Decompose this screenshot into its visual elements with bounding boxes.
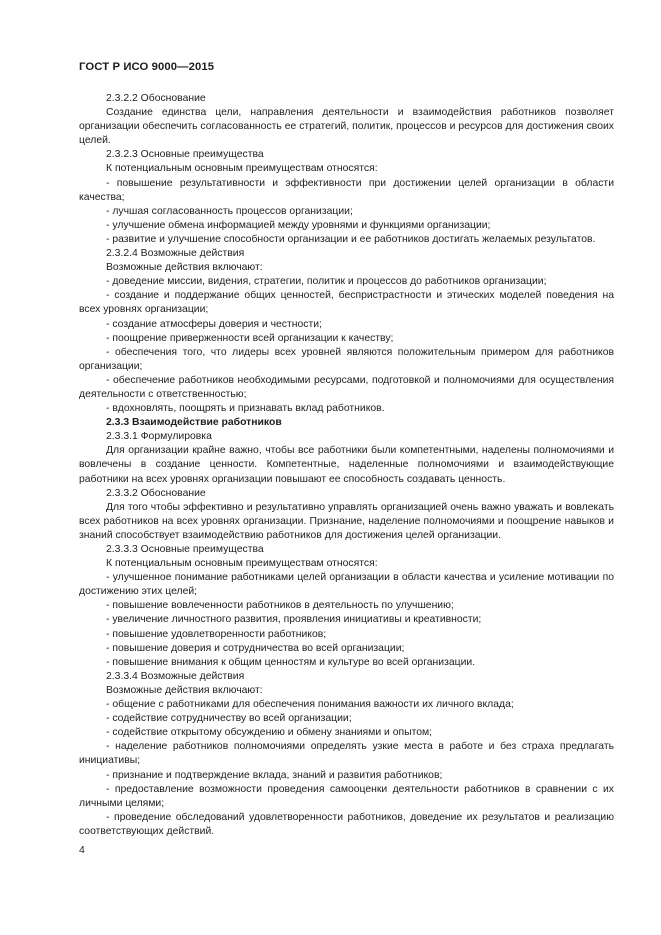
list-item: - обеспечения того, что лидеры всех уровней являются положительным примером для работников организации; — [79, 346, 614, 372]
list-item: - содействие открытому обсуждению и обмену знаниями и опытом; — [106, 727, 433, 739]
paragraph: Для организации крайне важно, чтобы все работники были компетентными, наделены полномочиями и вовлечены в создание ценности. Компетентные, наделенные полномочиями и взаимодействующие работники на всех уровнях организации повышают ее способность создавать ценность. — [79, 445, 614, 485]
section-heading: 2.3.3 Взаимодействие работников — [106, 417, 282, 429]
list-item: - развитие и улучшение способности организации и ее работников достигать желаемых результатов. — [106, 233, 596, 245]
document-body — [79, 92, 614, 839]
list-item: - повышение внимания к общим ценностям и культуре во всей организации. — [106, 656, 476, 668]
list-item: - повышение результативности и эффективности при достижении целей организации в области качества; — [79, 177, 614, 203]
paragraph: Для того чтобы эффективно и результативно управлять организацией очень важно уважать и вовлекать всех работников на всех уровнях организации. Признание, наделение полномочиями и поощрение навыков и знаний способствует взаимодействию работников для достижения целей организации. — [79, 501, 614, 541]
subsection-heading: 2.3.3.2 Обоснование — [106, 487, 206, 499]
list-item: - создание и поддержание общих ценностей, беспристрастности и этических моделей поведения на всех уровнях организации; — [79, 290, 614, 316]
list-item: - создание атмосферы доверия и честности; — [106, 318, 322, 330]
page-number: 4 — [79, 845, 85, 856]
list-item: - улучшенное понимание работниками целей организации в области качества и усиление мотивации по достижению этих целей; — [79, 572, 614, 598]
list-item: - повышение доверия и сотрудничества во всей организации; — [106, 642, 405, 654]
document-header: ГОСТ Р ИСО 9000—2015 — [79, 61, 215, 73]
list-item: - улучшение обмена информацией между уровнями и функциями организации; — [106, 219, 491, 231]
subsection-heading: 2.3.3.1 Формулировка — [106, 431, 212, 443]
subsection-heading: 2.3.3.4 Возможные действия — [106, 670, 245, 682]
list-item: - признание и подтверждение вклада, знаний и развития работников; — [106, 769, 443, 781]
paragraph: К потенциальным основным преимуществам относятся: — [106, 558, 378, 570]
list-item: - лучшая согласованность процессов организации; — [106, 205, 353, 217]
list-item: - повышение вовлеченности работников в деятельность по улучшению; — [106, 600, 454, 612]
subsection-heading: 2.3.2.3 Основные преимущества — [106, 149, 264, 161]
subsection-heading: 2.3.3.3 Основные преимущества — [106, 544, 264, 555]
list-item: - наделение работников полномочиями определять узкие места в работе и без страха предлагать инициативы; — [79, 741, 614, 767]
paragraph: Возможные действия включают: — [106, 262, 263, 274]
list-item: - поощрение приверженности всей организации к качеству; — [106, 332, 394, 344]
list-item: - вдохновлять, поощрять и признавать вклад работников. — [106, 403, 385, 415]
list-item: - проведение обследований удовлетворенности работников, доведение их результатов и реализацию соответствующих действий. — [79, 811, 614, 837]
paragraph: К потенциальным основным преимуществам относятся: — [106, 163, 378, 175]
list-item: - доведение миссии, видения, стратегии, политик и процессов до работников организации; — [106, 276, 547, 288]
list-item: - общение с работниками для обеспечения понимания важности их личного вклада; — [106, 699, 514, 711]
list-item: - содействие сотрудничеству во всей организации; — [106, 713, 352, 725]
list-item: - повышение удовлетворенности работников; — [106, 628, 327, 640]
list-item: - обеспечение работников необходимыми ресурсами, подготовкой и полномочиями для осуществления деятельности с ответственностью; — [79, 374, 614, 400]
subsection-heading: 2.3.2.4 Возможные действия — [106, 248, 245, 260]
paragraph: Создание единства цели, направления деятельности и взаимодействия работников позволяет организации обеспечить согласованность ее стратегий, политик, процессов и ресурсов для достижения своих целей. — [79, 107, 614, 147]
paragraph: Возможные действия включают: — [106, 684, 263, 696]
list-item: - увеличение личностного развития, проявления инициативы и креативности; — [106, 614, 482, 626]
subsection-heading: 2.3.2.2 Обоснование — [106, 93, 206, 104]
list-item: - предоставление возможности проведения самооценки деятельности работников в сравнении с их личными целями; — [79, 783, 614, 809]
